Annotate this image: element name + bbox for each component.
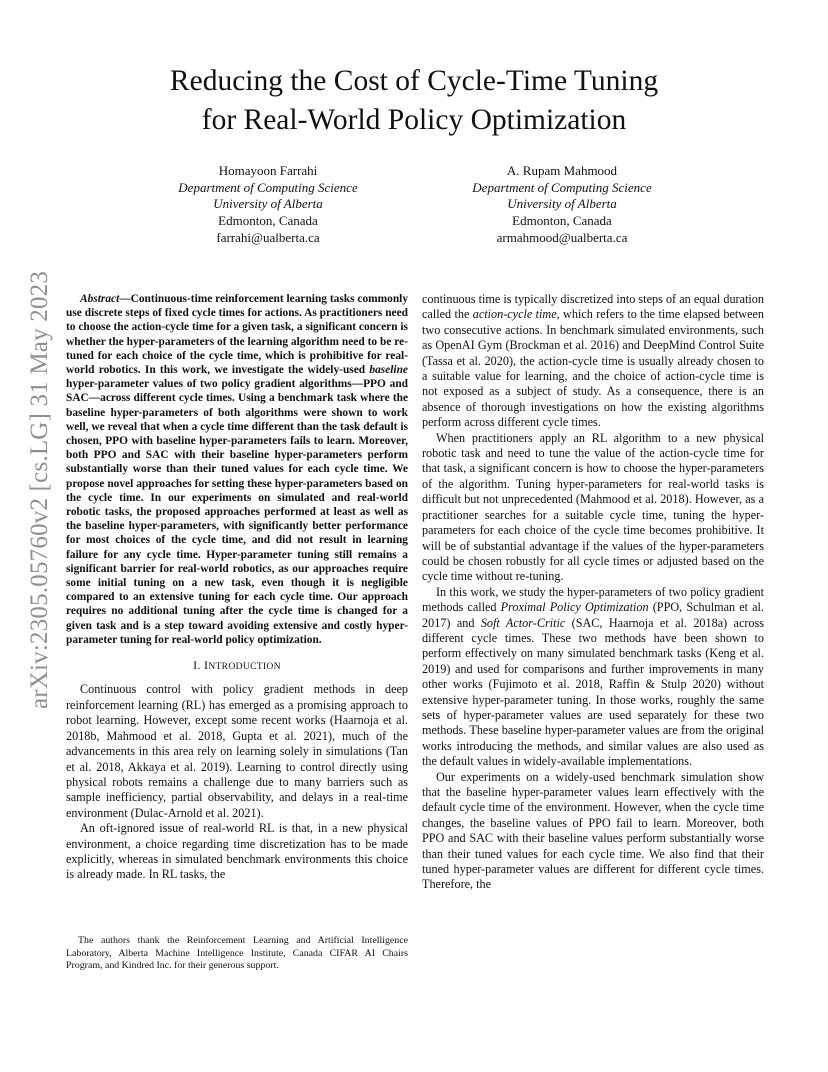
abstract-emphasis: baseline: [369, 364, 408, 377]
footnote: The authors thank the Reinforcement Learning and Artificial Intelligence Laboratory, Alberta Machine Intelligence Institute, Canada CIFAR AI Chairs Program, and Kindred Inc. for their generous support.: [66, 935, 408, 972]
abstract-text-1: —Continuous-time reinforcement learning tasks commonly use discrete steps of fixed cycle times for actions. As practitioners need to choose the action-cycle time for a given task, a significant concern is whether the hyper-parameters of the learning algorithm need to be re-tuned for each choice of the cycle time, which is prohibitive for real-world robotics. In this work, we investigate the widely-used: [66, 293, 409, 377]
emphasis-sac: Soft Actor-Critic: [480, 615, 566, 630]
author-location: Edmonton, Canada: [512, 213, 612, 229]
text-run: continuous time is typically discretized into steps of an equal duration called the: [422, 292, 764, 322]
author-university: University of Alberta: [213, 196, 323, 212]
author-block-1: [138, 163, 398, 247]
emphasis-action-cycle-time: action-cycle time: [472, 307, 557, 322]
text-run: (PPO, Schulman et al. 2017) and: [422, 600, 764, 630]
abstract-text-2: hyper-parameter values of two policy gradient algorithms—PPO and SAC—across different cycle times. Using a benchmark task where the baseline hyper-parameters of both algorithms were shown to work well, we reveal that when a cycle time different than the task default is chosen, PPO with baseline hyper-parameters fails to learn. Moreover, both PPO and SAC with their baseline hyper-parameters perform substantially worse than their tuned values for each cycle time. We propose novel approaches for setting these hyper-parameters based on the cycle time. In our experiments on simulated and real-world robotic tasks, the proposed approaches performed at least as well as the baseline hyper-parameters, with significantly better performance for most choices of the cycle time, and did not result in learning failure for any cycle time. Hyper-parameter tuning still remains a significant barrier for real-world robotics, as our approaches require some initial tuning on a new task, even though it is negligible compared to an extensive tuning for each cycle time. Our approach requires no additional tuning after the cycle time is changed for a given task and is a step toward avoiding extensive and costly hyper-parameter tuning for real-world policy optimization.: [66, 378, 408, 646]
paper-title: [80, 62, 748, 140]
author-name: A. Rupam Mahmood: [506, 163, 618, 178]
text-run: , which refers to the time elapsed between two consecutive actions. In benchmark simulated environments, such as OpenAI Gym (Brockman et al. 2016) and DeepMind Control Suite (Tassa et al. 2020), the action-cycle time is usually already chosen to a suitable value for learning, and the choice of action-cycle time is not exposed as a subject of study. As a consequence, there is an absence of thorough investigations on how the existing algorithms perform across different cycle times.: [422, 307, 765, 430]
author-department: Department of Computing Science: [178, 179, 358, 195]
author-block-2: [432, 163, 692, 247]
intro-paragraph-2: An oft-ignored issue of real-world RL is that, in a new physical environment, a choice regarding time discretization has to be made explicitly, whereas in simulated benchmark environments this choice is already made. In RL tasks, the: [66, 821, 408, 882]
arxiv-identifier: arXiv:2305.05760v2 [cs.LG] 31 May 2023: [26, 270, 53, 710]
right-paragraph-3: [422, 585, 764, 770]
right-paragraph-1: [422, 292, 764, 431]
author-email: armahmood@ualberta.ca: [496, 229, 628, 245]
right-column: [422, 292, 764, 893]
author-department: Department of Computing Science: [472, 179, 652, 195]
arxiv-sidebar-stamp: [20, 270, 60, 710]
left-column: [66, 292, 408, 883]
abstract-lead: Abstract: [80, 293, 120, 305]
intro-paragraph-1: Continuous control with policy gradient methods in deep reinforcement learning (RL) has emerged as a promising approach to robot learning. However, except some recent works (Haarnoja et al. 2018b, Mahmood et al. 2018, Gupta et al. 2021), much of the advancements in this area rely on learning solely in simulations (Tan et al. 2018, Akkaya et al. 2019). Learning to control directly using physical robots remains a challenge due to many barriers such as sample inefficiency, partial observability, and delays in a real-time environment (Dulac-Arnold et al. 2021).: [66, 682, 408, 820]
author-name: Homayoon Farrahi: [218, 163, 318, 178]
right-paragraph-2: When practitioners apply an RL algorithm to a new physical robotic task and need to tune the value of the action-cycle time for that task, a significant concern is how to choose the hyper-parameters of the algorithm. Tuning hyper-parameters for real-world tasks is difficult but not unprecedented (Mahmood et al. 2018). However, as a practitioner searches for a suitable cycle time, tuning the hyper-parameters for each choice of the cycle time becomes prohibitive. It will be of substantial advantage if the values of the hyper-parameters could be chosen robustly for all cycle times or adjusted based on the cycle time without re-tuning.: [422, 430, 764, 584]
section-heading-smallcaps: NTRODUCTION: [208, 661, 281, 673]
author-email: farrahi@ualberta.ca: [216, 229, 320, 245]
emphasis-ppo: Proximal Policy Optimization: [500, 600, 649, 615]
text-run: In this work, we study the hyper-parameters of two policy gradient methods called: [422, 584, 764, 615]
title-line-2: for Real-World Policy Optimization: [201, 104, 627, 136]
author-location: Edmonton, Canada: [218, 213, 318, 229]
abstract: [66, 292, 408, 647]
right-paragraph-4: Our experiments on a widely-used benchmark simulation show that the baseline hyper-parameter values learn effectively with the default cycle time of the environment. However, when the cycle time changes, the baseline values of PPO fail to learn. Moreover, both PPO and SAC with their baseline values perform substantially worse than their tuned values for each cycle time. We also find that their tuned hyper-parameter values are different for different cycle times. Therefore, the: [422, 769, 764, 892]
section-heading-introduction: [66, 658, 408, 674]
section-heading-number: I. I: [193, 658, 209, 673]
text-run: (SAC, Haarnoja et al. 2018a) across different cycle times. These two methods have been shown to perform effectively on many simulated benchmark tasks (Keng et al. 2019) and used for comparisons and further improvements in many other works (Fujimoto et al. 2018, Raffin & Stulp 2020) without extensive hyper-parameter tuning. In those works, roughly the same sets of hyper-parameter values are used separately for these two methods. These baseline hyper-parameter values are from the original works introducing the methods, and similar values are also used as the default values in widely-available implementations.: [422, 615, 765, 769]
author-university: University of Alberta: [507, 196, 617, 212]
title-line-1: Reducing the Cost of Cycle-Time Tuning: [169, 65, 659, 97]
